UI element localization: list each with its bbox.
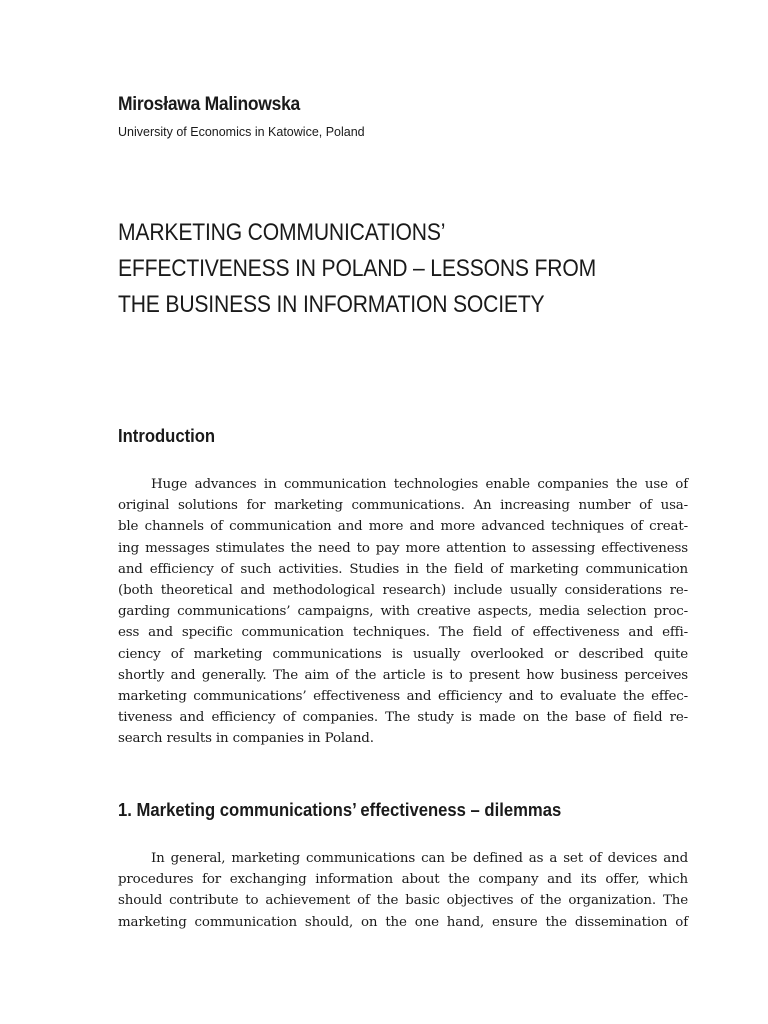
paragraph-line: marketing communications’ effectiveness and efficiency and to evaluate the effec- (118, 688, 688, 704)
author-affiliation: University of Economics in Katowice, Poland (118, 125, 365, 139)
paper-page (118, 0, 688, 1024)
section-heading-introduction: Introduction (118, 425, 216, 446)
paragraph-line: ess and specific communication techniques. The field of effectiveness and effi- (118, 625, 688, 641)
paragraph-line: should contribute to achievement of the basic objectives of the organization. The (118, 893, 688, 909)
paragraph-line: Huge advances in communication technologies enable companies the use of (151, 477, 688, 492)
paragraph-line: shortly and generally. The aim of the article is to present how business perceives (118, 667, 688, 683)
paragraph-line: garding communications’ campaigns, with creative aspects, media selection proc- (118, 604, 688, 620)
introduction-paragraph (118, 474, 688, 749)
paragraph-line: search results in companies in Poland. (118, 731, 374, 747)
paragraph-line: marketing communication should, on the one hand, ensure the dissemination of (118, 914, 688, 930)
paragraph-line: ciency of marketing communications is usually overlooked or described quite (118, 646, 688, 662)
title-line: THE BUSINESS IN INFORMATION SOCIETY (118, 291, 545, 318)
title-line: EFFECTIVENESS IN POLAND – LESSONS FROM (118, 255, 597, 282)
paragraph-line: (both theoretical and methodological research) include usually considerations re- (118, 582, 688, 598)
paragraph-line: ble channels of communication and more and more advanced techniques of creat- (118, 519, 688, 535)
paragraph-line: original solutions for marketing communications. An increasing number of usa- (118, 498, 688, 514)
section-heading-1: 1. Marketing communications’ effectiveness – dilemmas (118, 799, 562, 820)
paragraph-line: In general, marketing communications can be defined as a set of devices and (151, 851, 688, 866)
author-name: Mirosława Malinowska (118, 94, 300, 115)
title-line: MARKETING COMMUNICATIONS’ (118, 219, 446, 246)
paragraph-line: and efficiency of such activities. Studies in the field of marketing communication (118, 561, 688, 577)
paragraph-line: ing messages stimulates the need to pay more attention to assessing effectiveness (118, 540, 688, 556)
paragraph-line: procedures for exchanging information about the company and its offer, which (118, 872, 688, 888)
paragraph-line: tiveness and efficiency of companies. The study is made on the base of field re- (118, 710, 688, 726)
section-1-paragraph (118, 848, 688, 933)
paper-title (118, 215, 646, 323)
